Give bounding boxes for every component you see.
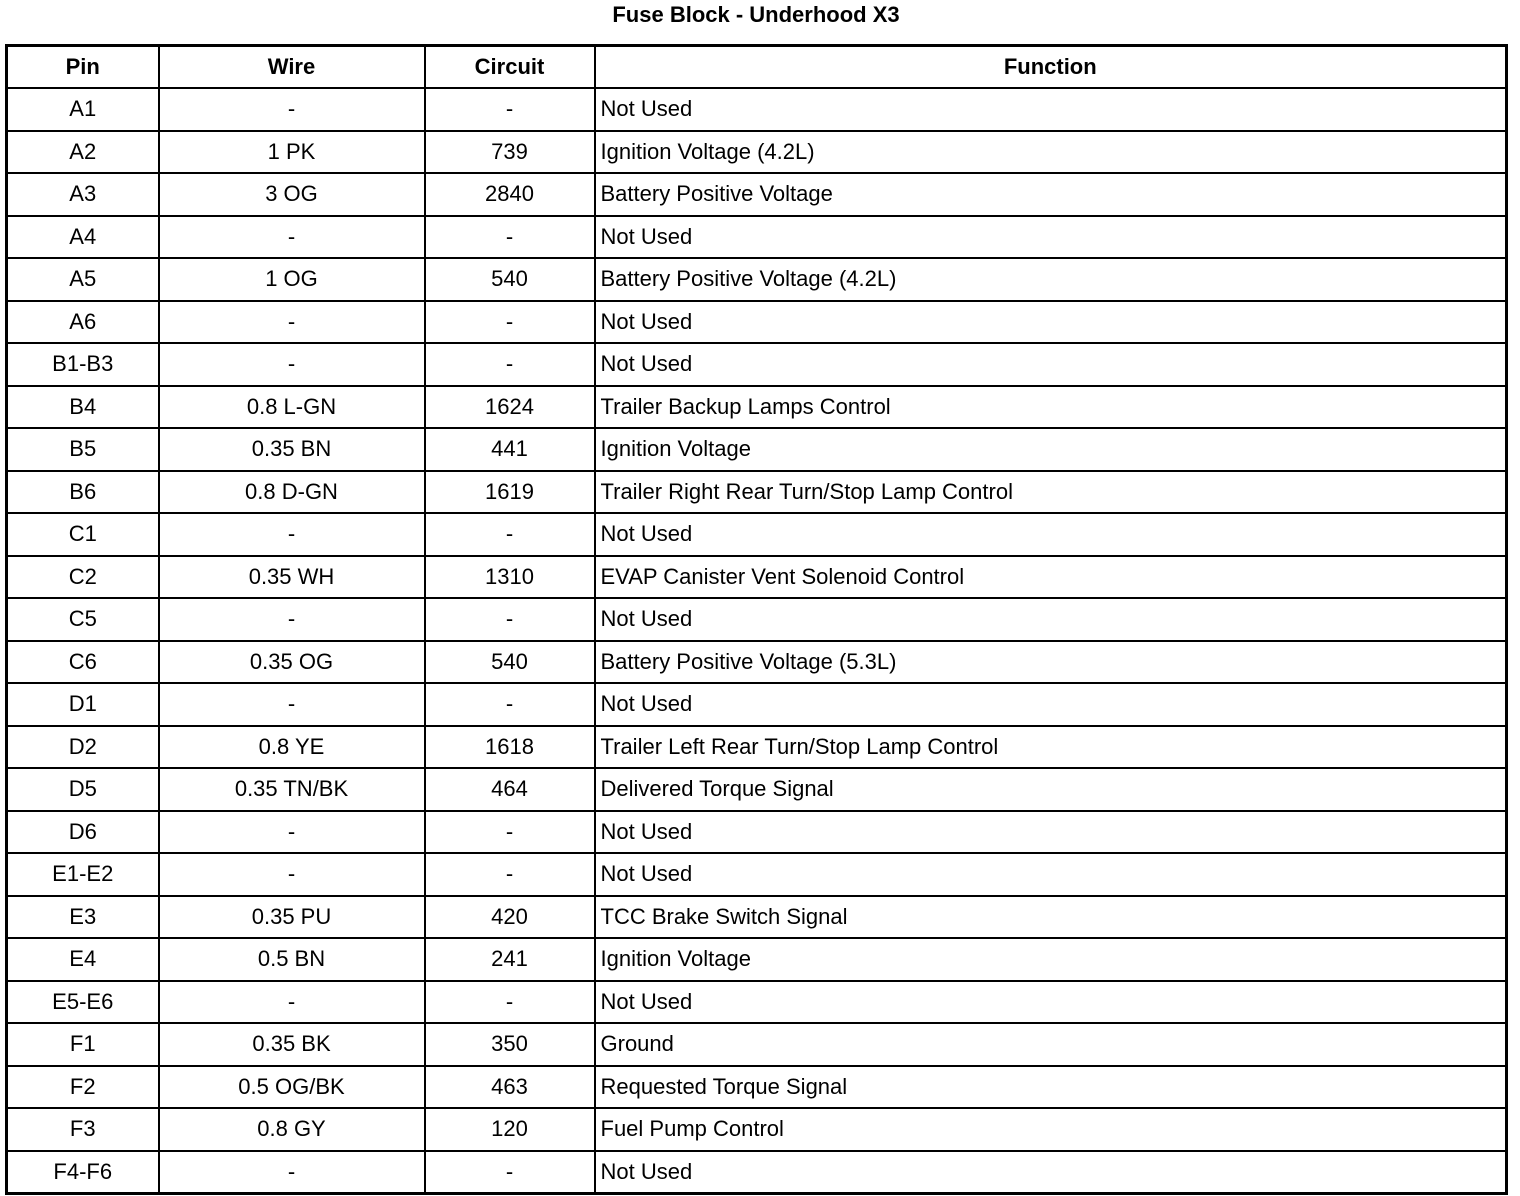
cell-pin: A2 — [7, 131, 159, 174]
cell-pin: B1-B3 — [7, 343, 159, 386]
connector-pin-table — [5, 44, 1508, 1195]
cell-function: Not Used — [595, 598, 1507, 641]
cell-pin: A4 — [7, 216, 159, 259]
cell-pin: C6 — [7, 641, 159, 684]
table-row — [7, 386, 1507, 429]
cell-circuit: - — [425, 1151, 595, 1194]
cell-wire: 3 OG — [159, 173, 425, 216]
cell-circuit: - — [425, 88, 595, 131]
cell-wire: 0.5 BN — [159, 938, 425, 981]
cell-circuit: - — [425, 216, 595, 259]
cell-circuit: - — [425, 598, 595, 641]
table-row — [7, 598, 1507, 641]
cell-pin: B5 — [7, 428, 159, 471]
table-row — [7, 88, 1507, 131]
cell-circuit: - — [425, 981, 595, 1024]
cell-wire: 0.35 BK — [159, 1023, 425, 1066]
cell-function: TCC Brake Switch Signal — [595, 896, 1507, 939]
cell-pin: D1 — [7, 683, 159, 726]
table-row — [7, 683, 1507, 726]
table-row — [7, 513, 1507, 556]
cell-wire: - — [159, 811, 425, 854]
cell-circuit: 540 — [425, 641, 595, 684]
cell-pin: D6 — [7, 811, 159, 854]
cell-wire: 0.35 WH — [159, 556, 425, 599]
cell-circuit: 241 — [425, 938, 595, 981]
cell-pin: A6 — [7, 301, 159, 344]
table-row — [7, 938, 1507, 981]
cell-pin: F4-F6 — [7, 1151, 159, 1194]
cell-wire: 0.8 YE — [159, 726, 425, 769]
cell-pin: C5 — [7, 598, 159, 641]
cell-circuit: - — [425, 811, 595, 854]
cell-circuit: 2840 — [425, 173, 595, 216]
cell-pin: D2 — [7, 726, 159, 769]
cell-circuit: - — [425, 683, 595, 726]
cell-wire: 0.35 TN/BK — [159, 768, 425, 811]
cell-pin: E4 — [7, 938, 159, 981]
table-row — [7, 726, 1507, 769]
cell-wire: - — [159, 301, 425, 344]
table-row — [7, 258, 1507, 301]
cell-wire: 0.35 BN — [159, 428, 425, 471]
table-header-row — [7, 46, 1507, 89]
cell-function: Fuel Pump Control — [595, 1108, 1507, 1151]
cell-function: Not Used — [595, 88, 1507, 131]
cell-function: Trailer Left Rear Turn/Stop Lamp Control — [595, 726, 1507, 769]
table-row — [7, 1023, 1507, 1066]
cell-circuit: - — [425, 343, 595, 386]
table-row — [7, 981, 1507, 1024]
cell-wire: 0.8 D-GN — [159, 471, 425, 514]
cell-function: Ignition Voltage — [595, 938, 1507, 981]
column-header-function: Function — [595, 46, 1507, 89]
table-body — [7, 88, 1507, 1194]
cell-pin: A3 — [7, 173, 159, 216]
table-row — [7, 301, 1507, 344]
column-header-circuit: Circuit — [425, 46, 595, 89]
cell-pin: D5 — [7, 768, 159, 811]
cell-pin: A1 — [7, 88, 159, 131]
table-row — [7, 853, 1507, 896]
cell-wire: - — [159, 598, 425, 641]
table-row — [7, 1108, 1507, 1151]
table-row — [7, 1066, 1507, 1109]
cell-circuit: 350 — [425, 1023, 595, 1066]
cell-function: Not Used — [595, 513, 1507, 556]
cell-pin: C2 — [7, 556, 159, 599]
cell-function: Not Used — [595, 343, 1507, 386]
cell-function: Ground — [595, 1023, 1507, 1066]
cell-circuit: 464 — [425, 768, 595, 811]
cell-function: Battery Positive Voltage (5.3L) — [595, 641, 1507, 684]
cell-circuit: 120 — [425, 1108, 595, 1151]
table-row — [7, 896, 1507, 939]
cell-circuit: 1624 — [425, 386, 595, 429]
table-row — [7, 471, 1507, 514]
cell-wire: - — [159, 88, 425, 131]
cell-pin: A5 — [7, 258, 159, 301]
table-row — [7, 131, 1507, 174]
cell-pin: F2 — [7, 1066, 159, 1109]
cell-function: Requested Torque Signal — [595, 1066, 1507, 1109]
cell-function: Not Used — [595, 853, 1507, 896]
table-row — [7, 556, 1507, 599]
cell-pin: B4 — [7, 386, 159, 429]
table-row — [7, 768, 1507, 811]
cell-function: Not Used — [595, 1151, 1507, 1194]
cell-function: Not Used — [595, 811, 1507, 854]
cell-function: Ignition Voltage (4.2L) — [595, 131, 1507, 174]
cell-pin: F1 — [7, 1023, 159, 1066]
cell-function: Not Used — [595, 683, 1507, 726]
cell-function: Trailer Right Rear Turn/Stop Lamp Control — [595, 471, 1507, 514]
cell-circuit: 463 — [425, 1066, 595, 1109]
cell-wire: 0.35 OG — [159, 641, 425, 684]
column-header-pin: Pin — [7, 46, 159, 89]
cell-wire: 0.35 PU — [159, 896, 425, 939]
cell-pin: F3 — [7, 1108, 159, 1151]
cell-circuit: 1619 — [425, 471, 595, 514]
table-row — [7, 343, 1507, 386]
cell-wire: - — [159, 343, 425, 386]
cell-circuit: - — [425, 853, 595, 896]
cell-wire: 0.5 OG/BK — [159, 1066, 425, 1109]
cell-wire: - — [159, 513, 425, 556]
cell-function: Battery Positive Voltage (4.2L) — [595, 258, 1507, 301]
column-header-wire: Wire — [159, 46, 425, 89]
cell-pin: E5-E6 — [7, 981, 159, 1024]
cell-wire: 1 OG — [159, 258, 425, 301]
cell-function: Not Used — [595, 216, 1507, 259]
cell-wire: 0.8 GY — [159, 1108, 425, 1151]
cell-circuit: 540 — [425, 258, 595, 301]
cell-function: Not Used — [595, 301, 1507, 344]
cell-function: Delivered Torque Signal — [595, 768, 1507, 811]
table-row — [7, 428, 1507, 471]
cell-circuit: 1310 — [425, 556, 595, 599]
cell-wire: - — [159, 1151, 425, 1194]
cell-circuit: - — [425, 513, 595, 556]
cell-wire: - — [159, 683, 425, 726]
table-row — [7, 216, 1507, 259]
cell-circuit: - — [425, 301, 595, 344]
table-row — [7, 173, 1507, 216]
cell-wire: - — [159, 981, 425, 1024]
cell-circuit: 420 — [425, 896, 595, 939]
table-row — [7, 1151, 1507, 1194]
cell-pin: C1 — [7, 513, 159, 556]
cell-function: Battery Positive Voltage — [595, 173, 1507, 216]
cell-circuit: 739 — [425, 131, 595, 174]
cell-wire: 0.8 L-GN — [159, 386, 425, 429]
page-title: Fuse Block - Underhood X3 — [612, 2, 900, 27]
cell-function: Trailer Backup Lamps Control — [595, 386, 1507, 429]
cell-wire: - — [159, 853, 425, 896]
cell-function: Ignition Voltage — [595, 428, 1507, 471]
cell-pin: E1-E2 — [7, 853, 159, 896]
cell-circuit: 441 — [425, 428, 595, 471]
table-row — [7, 811, 1507, 854]
cell-pin: E3 — [7, 896, 159, 939]
cell-function: Not Used — [595, 981, 1507, 1024]
cell-wire: 1 PK — [159, 131, 425, 174]
cell-function: EVAP Canister Vent Solenoid Control — [595, 556, 1507, 599]
cell-wire: - — [159, 216, 425, 259]
table-row — [7, 641, 1507, 684]
cell-pin: B6 — [7, 471, 159, 514]
cell-circuit: 1618 — [425, 726, 595, 769]
